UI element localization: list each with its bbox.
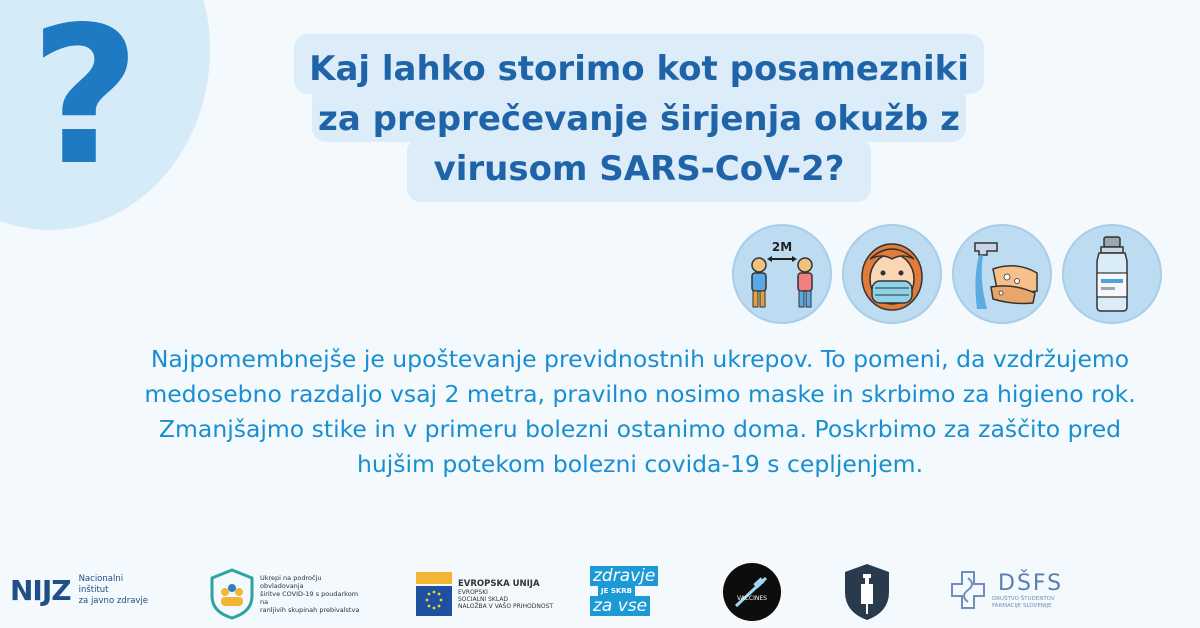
- page-title: [294, 44, 984, 194]
- dsfs-logo: [948, 568, 1063, 612]
- ukrepi-line2: širitve COVID-19 s poudarkom na: [260, 590, 359, 606]
- eu-line4: NALOŽBA V VAŠO PRIHODNOST: [458, 603, 554, 610]
- zdravje-line1: zdravje: [590, 566, 658, 586]
- nijz-line1: Nacionalni inštitut: [78, 574, 124, 595]
- dsfs-mark: DŠFS: [998, 570, 1064, 596]
- vaccines-logo: [722, 562, 782, 622]
- vaccines-text: VACCINES: [737, 595, 767, 602]
- syringe-circle-icon: [722, 562, 782, 622]
- body-text: Najpomembnejše je upoštevanje previdnostnih ukrepov. To pomeni, da vzdržujemo medosebno razdaljo vsaj 2 metra, pravilno nosimo maske in skrbimo za higieno rok. Zmanjšajmo stike in v primeru bolezni ostanimo doma. Poskrbimo za zaščito pred hujšim potekom bolezni covida-19 s cepljenjem.: [144, 345, 1136, 478]
- shield-syringe-icon: [842, 562, 892, 622]
- ukrepi-line3: ranljivih skupinah prebivalstva: [260, 606, 360, 614]
- dsfs-cross-icon: [948, 568, 988, 612]
- title-box: [294, 34, 984, 202]
- vaccine-icon: [1062, 224, 1162, 324]
- icon-row: [732, 224, 1162, 324]
- title-line-1: Kaj lahko storimo kot posamezniki: [309, 49, 969, 89]
- ukrepi-line1: Ukrepi na področju obvladovanja: [260, 574, 322, 590]
- dsfs-line1: DRUŠTVO ŠTUDENTOV: [992, 595, 1055, 602]
- footer-logos: [0, 560, 1200, 628]
- eu-line2: EVROPSKI: [458, 589, 488, 596]
- dsfs-line2: FARMACIJE SLOVENIJE: [992, 602, 1052, 609]
- zdravje-logo: [590, 566, 658, 616]
- distance-icon: [732, 224, 832, 324]
- nijz-line2: za javno zdravje: [78, 596, 149, 606]
- eu-logo: [416, 572, 553, 618]
- nijz-mark: NIJZ: [10, 574, 71, 607]
- zdravje-line3: za vse: [590, 596, 650, 616]
- question-mark-icon: ?: [30, 0, 141, 207]
- shield-people-icon: [208, 568, 256, 620]
- eu-flag-icon: [416, 572, 452, 618]
- handwashing-icon: [952, 224, 1052, 324]
- title-line-3: virusom SARS-CoV-2?: [433, 149, 845, 189]
- eu-line3: SOCIALNI SKLAD: [458, 596, 509, 603]
- ukrepi-logo: [208, 568, 360, 620]
- nijz-logo: [10, 574, 149, 607]
- mask-icon: [842, 224, 942, 324]
- shield-syringe-logo: [842, 562, 892, 622]
- zdravje-line2: JE SKRB: [598, 586, 635, 596]
- distance-label: 2M: [771, 240, 793, 254]
- title-line-2: za preprečevanje širjenja okužb z: [318, 99, 960, 139]
- eu-line1: EVROPSKA UNIJA: [458, 579, 540, 589]
